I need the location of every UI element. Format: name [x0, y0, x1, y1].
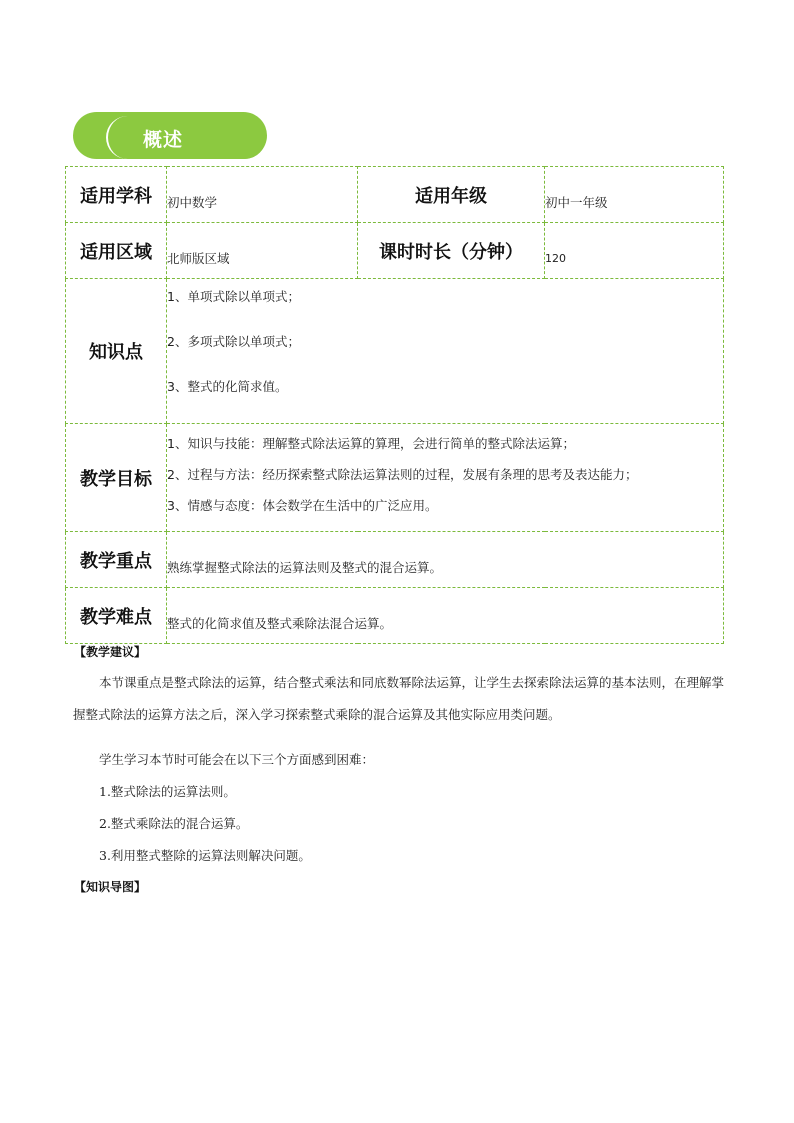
duration-value: 120 — [545, 252, 566, 265]
difficulty-item: 1.整式除法的运算法则。 — [99, 784, 236, 799]
knowledge-item: 1、单项式除以单项式； — [167, 289, 300, 304]
knowledge-item: 3、整式的化简求值。 — [167, 379, 288, 394]
region-cell — [167, 223, 358, 279]
grade-value: 初中一年级 — [545, 194, 608, 210]
subject-value: 初中数学 — [167, 194, 218, 210]
knowledge-label: 知识点 — [66, 279, 167, 424]
overview-banner — [106, 116, 266, 159]
region-value: 北师版区域 — [167, 250, 230, 266]
focus-cell — [167, 532, 724, 588]
knowledge-list — [167, 279, 724, 424]
focus-label: 教学重点 — [66, 532, 167, 588]
difficulty-cell — [167, 588, 724, 644]
goals-label: 教学目标 — [66, 424, 167, 532]
table-row — [66, 588, 724, 644]
focus-value: 熟练掌握整式除法的运算法则及整式的混合运算。 — [167, 559, 443, 575]
goal-item: 1、知识与技能：理解整式除法运算的算理，会进行简单的整式除法运算； — [167, 436, 575, 451]
course-info-table — [65, 166, 724, 644]
table-row — [66, 279, 724, 424]
difficulty-value: 整式的化简求值及整式乘除法混合运算。 — [167, 615, 393, 631]
goal-item: 2、过程与方法：经历探索整式除法运算法则的过程，发展有条理的思考及表达能力； — [167, 467, 638, 482]
overview-title: 概述 — [143, 129, 184, 151]
subject-cell — [167, 167, 358, 223]
knowledge-item: 2、多项式除以单项式； — [167, 334, 300, 349]
knowledge-map-heading: 【知识导图】 — [74, 880, 147, 894]
suggestion-heading: 【教学建议】 — [74, 645, 147, 659]
goal-item: 3、情感与态度：体会数学在生活中的广泛应用。 — [167, 498, 438, 513]
duration-label: 课时时长（分钟） — [358, 223, 545, 279]
table-row — [66, 223, 724, 279]
grade-label: 适用年级 — [358, 167, 545, 223]
subject-label: 适用学科 — [66, 167, 167, 223]
difficulty-item: 2.整式乘除法的混合运算。 — [99, 816, 249, 831]
suggestion-paragraph: 本节课重点是整式除法的运算，结合整式乘法和同底数幂除法运算，让学生去探索除法运算的基本法则，在理解掌握整式除法的运算方法之后，深入学习探索整式乘除的混合运算及其他实际应用类问题。 — [73, 675, 725, 722]
table-row — [66, 424, 724, 532]
difficulty-label: 教学难点 — [66, 588, 167, 644]
goals-list — [167, 424, 724, 532]
region-label: 适用区域 — [66, 223, 167, 279]
table-row — [66, 167, 724, 223]
difficulty-item: 3.利用整式整除的运算法则解决问题。 — [99, 848, 311, 863]
grade-cell — [545, 167, 724, 223]
difficulty-intro: 学生学习本节时可能会在以下三个方面感到困难： — [99, 752, 375, 767]
duration-cell — [545, 223, 724, 279]
table-row — [66, 532, 724, 588]
